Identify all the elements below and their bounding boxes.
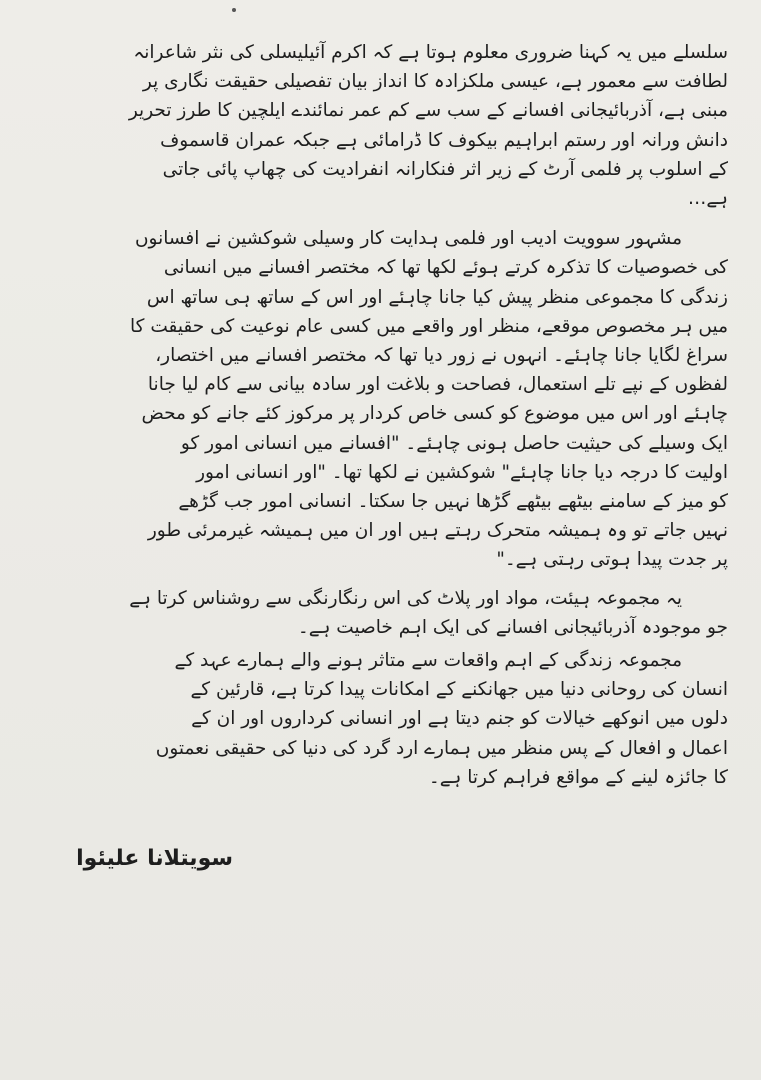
text-line: دلوں میں انوکھے خیالات کو جنم دیتا ہے اور انسانی کرداروں اور ان کے bbox=[191, 708, 728, 730]
text-line: سلسلے میں یہ کہنا ضروری معلوم ہوتا ہے کہ اکرم آئیلیسلی کی نثر شاعرانہ bbox=[133, 42, 728, 63]
text-line: پر جدت پیدا ہوتی رہتی ہے۔" bbox=[496, 549, 728, 571]
text-line: اولیت کا درجہ دیا جانا چاہئے" شوکشین نے لکھا تھا۔ "اور انسانی امور bbox=[196, 461, 728, 483]
text-line: انسان کی روحانی دنیا میں جھانکنے کے امکانات پیدا کرتا ہے، قارئین کے bbox=[190, 679, 728, 701]
text-line: چاہئے اور اس میں موضوع کو کسی خاص کردار پر مرکوز کئے جانے کو محض bbox=[141, 403, 728, 425]
text-line: کے اسلوب پر فلمی آرٹ کے زیر اثر فنکارانہ انفرادیت کی چھاپ پائی جاتی bbox=[162, 158, 728, 180]
paragraph-1 bbox=[48, 38, 728, 213]
text-line: میں ہر مخصوص موقعے، منظر اور واقعے میں کسی عام نوعیت کی حقیقت کا bbox=[130, 315, 728, 337]
scan-speck bbox=[232, 8, 236, 12]
text-line: اعمال و افعال کے پس منظر میں ہمارے ارد گرد کی دنیا کی حقیقی نعمتوں bbox=[155, 737, 728, 759]
text-line: مبنی ہے، آذربائیجانی افسانے کے سب سے کم عمر نمائندے ایلچین کا طرز تحریر bbox=[128, 100, 728, 122]
text-line: مشہور سوویت ادیب اور فلمی ہدایت کار وسیلی شوکشین نے افسانوں bbox=[134, 228, 682, 250]
text-line: کا جائزہ لینے کے مواقع فراہم کرتا ہے۔ bbox=[428, 766, 728, 788]
text-line: زندگی کا مجموعی منظر پیش کیا جانا چاہئے اور اس کے ساتھ ہی ساتھ اس bbox=[146, 286, 728, 308]
text-line: کو میز کے سامنے بیٹھے بیٹھے گڑھا نہیں جا سکتا۔ انسانی امور جب گڑھے bbox=[178, 491, 728, 513]
body-text bbox=[48, 38, 728, 792]
paragraph-2 bbox=[48, 224, 728, 574]
text-line: لفظوں کے نپے تلے استعمال، فصاحت و بلاغت اور سادہ بیانی سے کام لیا جانا bbox=[147, 374, 728, 396]
text-line: ایک وسیلے کی حیثیت حاصل ہونی چاہئے۔ "افسانے میں انسانی امور کو bbox=[180, 432, 728, 454]
text-line: لطافت سے معمور ہے، عیسی ملکزادہ کا انداز بیان تفصیلی حقیقت نگاری پر bbox=[142, 71, 728, 93]
text-line: ہے… bbox=[687, 188, 728, 210]
text-line: کی خصوصیات کا تذکرہ کرتے ہوئے لکھا تھا کہ مختصر افسانے میں انسانی bbox=[163, 257, 728, 279]
paragraph-4 bbox=[48, 646, 728, 792]
text-line: سراغ لگایا جانا چاہئے۔ انہوں نے زور دیا تھا کہ مختصر افسانے میں اختصار، bbox=[155, 345, 728, 367]
paragraph-3 bbox=[48, 584, 728, 642]
text-line: نہیں جاتے تو وہ ہمیشہ متحرک رہتے ہیں اور ان میں ہمیشہ غیرمرئی طور bbox=[147, 520, 728, 542]
text-line: دانش ورانہ اور رستم ابراہیم بیکوف کا ڈرامائی ہے جبکہ عمران قاسموف bbox=[160, 129, 728, 151]
text-line: جو موجودہ آذربائیجانی افسانے کی ایک اہم خاصیت ہے۔ bbox=[297, 616, 728, 638]
author-signature: سویتلانا علیئوا bbox=[76, 846, 233, 871]
text-line: مجموعہ زندگی کے اہم واقعات سے متاثر ہونے والے ہمارے عہد کے bbox=[174, 650, 682, 672]
text-line: یہ مجموعہ ہیئت، مواد اور پلاٹ کی اس رنگارنگی سے روشناس کرتا ہے bbox=[129, 587, 682, 609]
